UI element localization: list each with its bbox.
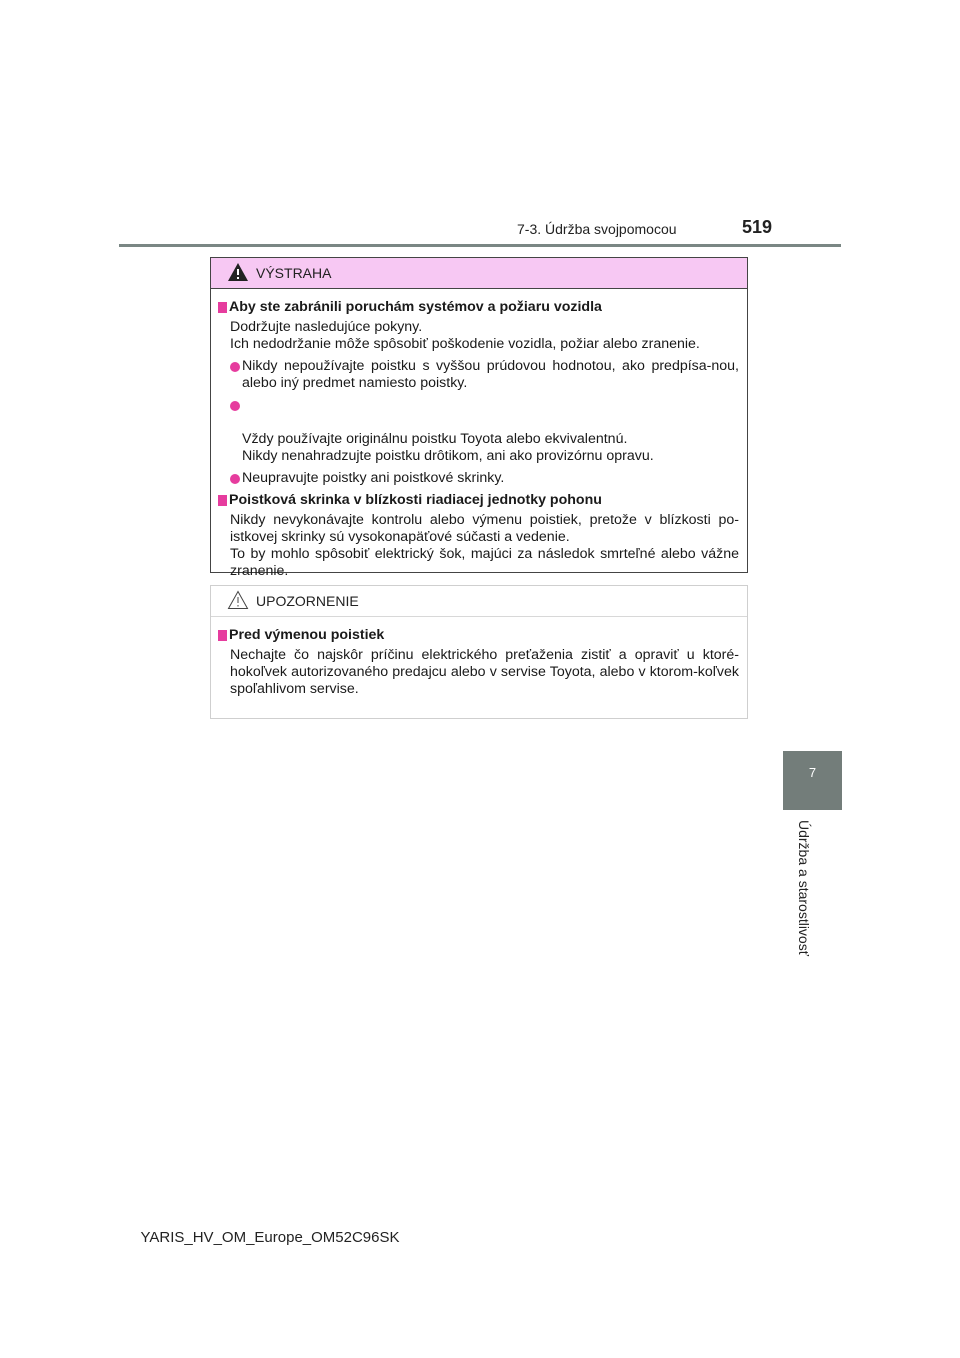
square-bullet-icon — [218, 302, 227, 313]
warning-body — [211, 289, 747, 580]
warning-header — [211, 258, 747, 289]
caution-triangle-icon — [227, 590, 249, 610]
paragraph: Dodržujte nasledujúce pokyny. Ich nedodržanie môže spôsobiť poškodenie vozidla, požiar alebo zranenie. — [230, 319, 700, 352]
square-bullet-icon — [218, 495, 227, 506]
paragraph: Nechajte čo najskôr príčinu elektrického preťaženia zistiť a opraviť u ktoré-hokoľvek autorizovaného predajcu alebo v servise Toyota, alebo v ktorom-koľvek spoľahlivom servise. — [230, 647, 739, 697]
round-bullet-icon — [230, 362, 240, 372]
list-item: Nikdy nepoužívajte poistku s vyššou prúdovou hodnotou, ako predpísa-nou, alebo iný predmet namiesto poistky. — [218, 358, 739, 392]
square-bullet-icon — [218, 630, 227, 641]
caution-body — [211, 617, 747, 698]
round-bullet-icon — [230, 401, 240, 411]
paragraph: Nikdy nevykonávajte kontrolu alebo výmenu poistiek, pretože v blízkosti po-istkovej skrinky sú vysokonapäťové súčasti a vedenie. To by mohlo spôsobiť elektrický šok, majúci za následok smrteľné alebo vážne zranenie. — [230, 512, 739, 579]
caution-title: UPOZORNENIE — [256, 593, 359, 609]
caution-box — [210, 585, 748, 719]
section-heading: Poistková skrinka v blízkosti riadiacej jednotky pohonu — [218, 492, 739, 509]
page-number: 519 — [742, 217, 773, 237]
warning-title: VÝSTRAHA — [256, 265, 332, 281]
section-title: 7-3. Údržba svojpomocou — [517, 221, 677, 237]
document-code: YARIS_HV_OM_Europe_OM52C96SK — [140, 1229, 400, 1246]
warning-triangle-icon — [227, 262, 249, 282]
chapter-tab: 7 — [783, 751, 842, 810]
round-bullet-icon — [230, 474, 240, 484]
list-item: Vždy používajte originálnu poistku Toyota alebo ekvivalentnú. Nikdy nenahradzujte poistku drôtikom, ani ako provizórnu opravu. — [218, 397, 739, 465]
section-heading: Pred výmenou poistiek — [218, 627, 739, 644]
warning-box — [210, 257, 748, 579]
list-item: Neupravujte poistky ani poistkové skrinky. — [218, 470, 739, 487]
chapter-label: Údržba a starostlivosť — [796, 820, 812, 956]
section-heading: Aby ste zabránili poruchám systémov a požiaru vozidla — [218, 299, 739, 316]
header-divider — [119, 244, 841, 247]
caution-header — [211, 586, 747, 617]
